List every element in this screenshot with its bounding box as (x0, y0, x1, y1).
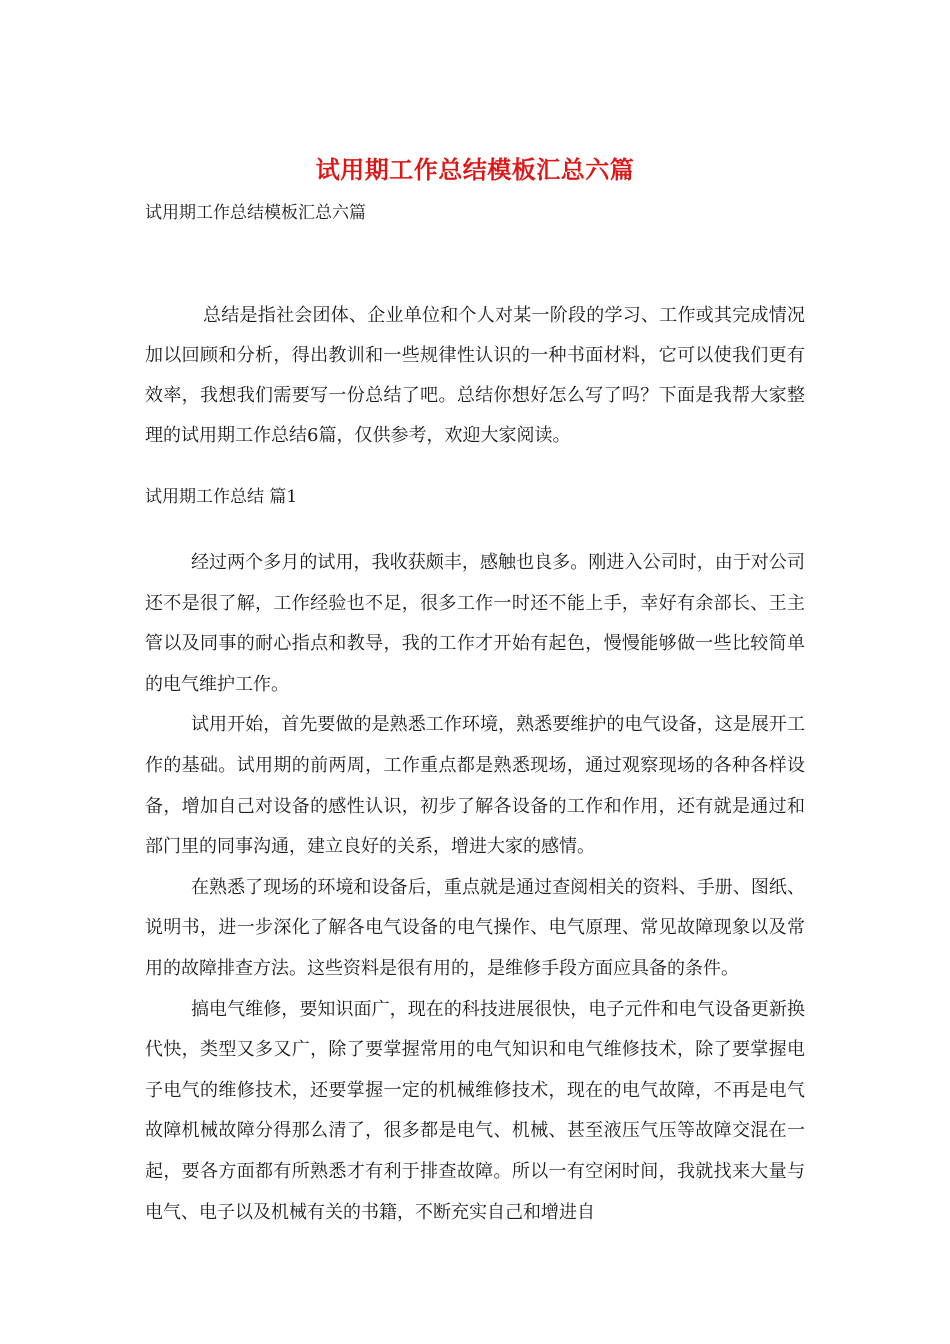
intro-paragraph: 总结是指社会团体、企业单位和个人对某一阶段的学习、工作或其完成情况加以回顾和分析，得出教训和一些规律性认识的一种书面材料，它可以使我们更有效率，我想我们需要写一份总结了吧。总结你想好怎么写了吗？下面是我帮大家整理的试用期工作总结6篇，仅供参考，欢迎大家阅读。 (145, 305, 805, 446)
document-title: 试用期工作总结模板汇总六篇 (315, 155, 635, 184)
section-content (145, 543, 805, 1233)
body-paragraph: 在熟悉了现场的环境和设备后，重点就是通过查阅相关的资料、手册、图纸、说明书，进一步深化了解各电气设备的电气操作、电气原理、常见故障现象以及常用的故障排查方法。这些资料是很有用的，是维修手段方面应具备的条件。 (145, 876, 805, 979)
document-subtitle: 试用期工作总结模板汇总六篇 (145, 203, 366, 223)
body-paragraph: 搞电气维修，要知识面广，现在的科技进展很快，电子元件和电气设备更新换代快，类型又多又广，除了要掌握常用的电气知识和电气维修技术，除了要掌握电子电气的维修技术，还要掌握一定的机械维修技术，现在的电气故障，不再是电气故障机械故障分得那么清了，很多都是电气、机械、甚至液压气压等故障交混在一起，要各方面都有所熟悉才有利于排查故障。所以一有空闲时间，我就找来大量与电气、电子以及机械有关的书籍，不断充实自己和增进自 (145, 998, 805, 1223)
body-paragraph: 经过两个多月的试用，我收获颇丰，感触也良多。刚进入公司时，由于对公司还不是很了解，工作经验也不足，很多工作一时还不能上手，幸好有余部长、王主管以及同事的耐心指点和教导，我的工作才开始有起色，慢慢能够做一些比较简单的电气维护工作。 (145, 552, 805, 695)
body-paragraph: 试用开始，首先要做的是熟悉工作环境，熟悉要维护的电气设备，这是展开工作的基础。试用期的前两周，工作重点都是熟悉现场，通过观察现场的各种各样设备，增加自己对设备的感性认识，初步了解各设备的工作和作用，还有就是通过和部门里的同事沟通，建立良好的关系，增进大家的感情。 (145, 714, 805, 858)
section-heading: 试用期工作总结 篇1 (145, 487, 298, 507)
